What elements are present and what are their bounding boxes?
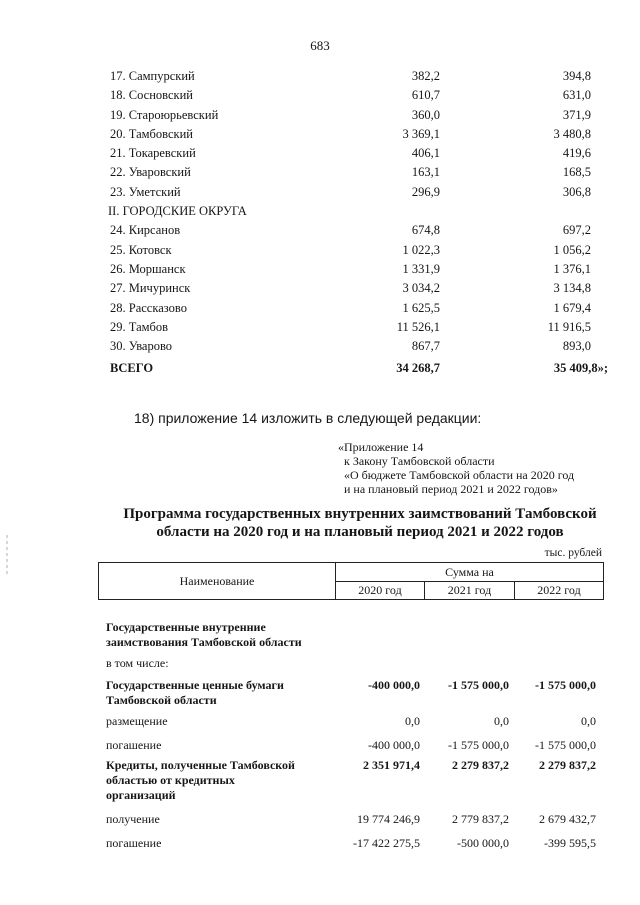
district-value-2020: 382,2: [411, 69, 440, 83]
row-value-2020: -17 422 275,5: [353, 836, 420, 850]
table-row: [110, 106, 620, 125]
district-name: 24. Кирсанов: [110, 223, 181, 238]
row-value-2020: 2 351 971,4: [363, 758, 420, 772]
row-value-2022: -1 575 000,0: [535, 738, 596, 752]
district-value-2020: 3 369,1: [402, 126, 440, 141]
table-row: [110, 337, 620, 356]
program-title-line: Программа государственных внутренних заимствований Тамбовской: [123, 506, 597, 522]
row-value-2022: 2 679 432,7: [539, 812, 596, 826]
row-value-2020: -400 000,0: [368, 678, 420, 692]
district-name: 17. Сампурский: [110, 69, 195, 83]
table-row: [110, 318, 620, 337]
district-name: 22. Уваровский: [110, 165, 191, 180]
row-value-2020: 19 774 246,9: [357, 812, 420, 826]
table-row: [110, 241, 620, 260]
district-value-2021: 371,9: [562, 107, 591, 122]
district-value-2021: 3 134,8: [553, 281, 591, 296]
district-name: 20. Тамбовский: [110, 126, 193, 141]
units-label: тыс. рублей: [544, 547, 602, 559]
row-value-2021: -1 575 000,0: [448, 738, 509, 752]
program-table-header: [98, 562, 604, 600]
district-name: 25. Котовск: [110, 242, 172, 257]
row-value-2020: -400 000,0: [368, 738, 420, 752]
table-row: [110, 183, 620, 202]
appendix-line: «О бюджете Тамбовской области на 2020 год: [344, 468, 575, 482]
district-value-2020: 1 022,3: [402, 242, 440, 257]
header-year-2020: 2020 год: [336, 582, 425, 599]
district-value-2020: 11 526,1: [396, 319, 440, 334]
district-name: 28. Рассказово: [110, 300, 187, 315]
row-value-2020: 0,0: [405, 714, 420, 728]
row-value-2022: -1 575 000,0: [535, 678, 596, 692]
table-row: [110, 125, 620, 144]
total-value-2020: 34 268,7: [396, 361, 440, 376]
row-name: размещение: [106, 714, 168, 728]
district-name: 27. Мичуринск: [110, 281, 191, 296]
row-value-2021: 2 779 837,2: [452, 812, 509, 826]
section-header-row: [110, 202, 620, 221]
page-number: 683: [310, 38, 330, 53]
row-name: в том числе:: [106, 656, 169, 670]
district-value-2021: 306,8: [562, 184, 591, 199]
table-row: [110, 163, 620, 182]
row-name: Государственные ценные бумаги Тамбовской области: [106, 678, 284, 707]
row-value-2022: 2 279 837,2: [539, 758, 596, 772]
district-name: 29. Тамбов: [110, 319, 169, 334]
row-name: Государственные внутренние заимствования Тамбовской области: [106, 620, 302, 649]
district-value-2020: 674,8: [411, 223, 440, 238]
total-value-2021: 35 409,8»;: [553, 361, 608, 376]
table-row: [110, 260, 620, 279]
district-value-2021: 168,5: [562, 165, 591, 180]
row-value-2021: -1 575 000,0: [448, 678, 509, 692]
district-name: 18. Сосновский: [110, 88, 193, 103]
program-title-line: области на 2020 год и на плановый период 2021 и 2022 годов: [156, 524, 564, 540]
district-value-2020: 296,9: [411, 184, 440, 199]
row-value-2021: -500 000,0: [457, 836, 509, 850]
header-name-cell: Наименование: [99, 563, 336, 599]
header-year-2022: 2022 год: [537, 583, 581, 597]
district-value-2021: 697,2: [562, 223, 591, 238]
row-value-2022: 0,0: [581, 714, 596, 728]
district-value-2020: 1 625,5: [402, 300, 440, 315]
district-value-2021: 1 056,2: [553, 242, 591, 257]
appendix-line: и на плановый период 2021 и 2022 годов»: [344, 482, 558, 496]
row-value-2021: 0,0: [494, 714, 509, 728]
header-year-2021: 2021 год: [425, 582, 515, 599]
total-row: [110, 359, 620, 378]
margin-mark: [6, 535, 8, 577]
program-title: [100, 505, 620, 541]
row-name: погашение: [106, 738, 162, 752]
table-row: [110, 67, 620, 86]
appendix-line: «Приложение 14: [338, 440, 424, 454]
district-value-2020: 1 331,9: [402, 261, 440, 276]
row-name: погашение: [106, 836, 162, 850]
district-name: 26. Моршанск: [110, 261, 186, 276]
district-value-2021: 394,8: [562, 69, 591, 83]
district-name: 23. Уметский: [110, 184, 181, 199]
table-row: [110, 221, 620, 240]
district-name: 19. Староюрьевский: [110, 107, 219, 122]
total-label: ВСЕГО: [110, 361, 154, 376]
table-row: [110, 299, 620, 318]
district-name: 30. Уварово: [110, 339, 173, 354]
row-value-2022: -399 595,5: [544, 836, 596, 850]
district-value-2020: 610,7: [411, 88, 440, 103]
district-table: [110, 67, 620, 379]
district-value-2020: 3 034,2: [402, 281, 440, 296]
district-value-2021: 1 679,4: [553, 300, 591, 315]
row-name: Кредиты, полученные Тамбовской областью от кредитных организаций: [106, 758, 295, 802]
district-value-2021: 3 480,8: [553, 126, 591, 141]
section-header: II. ГОРОДСКИЕ ОКРУГА: [108, 204, 247, 219]
district-value-2021: 11 916,5: [547, 319, 591, 334]
table-row: [110, 279, 620, 298]
district-name: 21. Токаревский: [110, 146, 196, 161]
appendix-line: к Закону Тамбовской области: [344, 454, 495, 468]
district-value-2020: 406,1: [411, 146, 440, 161]
district-value-2020: 163,1: [411, 165, 440, 180]
district-value-2021: 893,0: [562, 339, 591, 354]
district-value-2021: 1 376,1: [553, 261, 591, 276]
district-value-2021: 631,0: [562, 88, 591, 103]
amendment-text: 18) приложение 14 изложить в следующей редакции:: [134, 410, 482, 426]
table-row: [110, 144, 620, 163]
district-value-2020: 360,0: [411, 107, 440, 122]
table-row: [110, 86, 620, 105]
appendix-caption: [338, 440, 574, 496]
row-value-2021: 2 279 837,2: [452, 758, 509, 772]
district-value-2020: 867,7: [411, 339, 440, 354]
district-value-2021: 419,6: [562, 146, 591, 161]
row-name: получение: [106, 812, 160, 826]
header-sum-cell: Сумма на: [336, 563, 603, 582]
